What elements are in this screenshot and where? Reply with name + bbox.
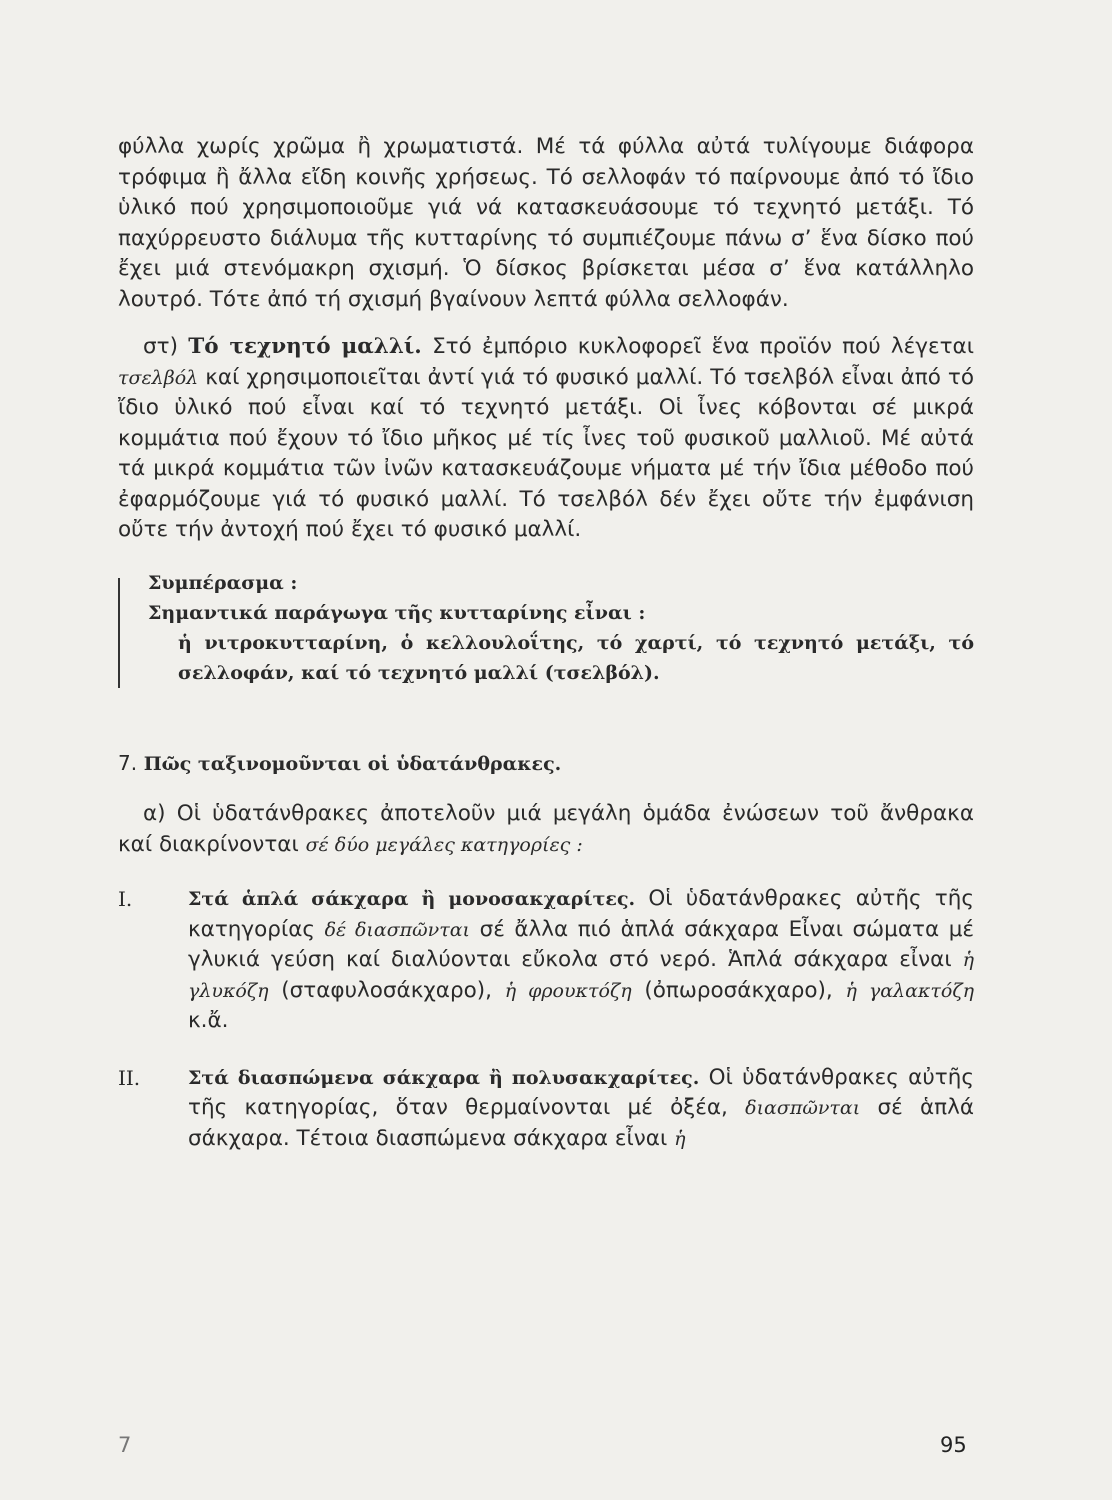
signature-mark: 7 [118,1433,132,1457]
list-item-monosaccharides: I. Στά ἁπλά σάκχαρα ἢ μονοσακχαρίτες. Οἱ ὑδατάνθρακες αὐτῆς τῆς κατηγορίας δέ διασπῶνται σέ ἄλλα πιό ἁπλά σάκχαρα Εἶναι σώματα μέ γλυκιά γεύση καί διαλύονται εὔκολα στό νερό. Ἁπλά σάκχαρα εἶναι ἡ γλυκόζη (σταφυλοσάκχαρο), ἡ φρουκτόζη (ὀπωροσάκχαρο), ἡ γαλακτόζη κ.ἄ. [118,886,975,1033]
paragraph-label: στ) [143,334,178,359]
intro-label: α) [143,801,166,826]
page-number: 95 [940,1433,967,1457]
list-marker: II. [118,1065,141,1090]
summary-title: Συμπέρασμα : [148,571,298,594]
list-item-title: Στά ἁπλά σάκχαρα ἢ μονοσακχαρίτες. [188,888,636,910]
paragraph-title: Τό τεχνητό μαλλί. [188,334,422,359]
list-item-title: Στά διασπώμενα σάκχαρα ἢ πολυσακχαρίτες. [188,1066,700,1089]
paragraph-intro: α) Οἱ ὑδατάνθρακες ἀποτελοῦν μιά μεγάλη ὁμάδα ἐνώσεων τοῦ ἄνθρακα καί διακρίνονται σέ δύο μεγάλες κατηγορίες : [118,801,974,857]
list-item-polysaccharides: II. Στά διασπώμενα σάκχαρα ἢ πολυσακχαρίτες. Οἱ ὑδατάνθρακες αὐτῆς τῆς κατηγορίας, ὅταν θερμαίνονται μέ ὀξέα, διασπῶνται σέ ἁπλά σάκχαρα. Τέτοια διασπώμενα σάκχαρα εἶναι ἡ [118,1064,974,1151]
section-title: Πῶς ταξινομοῦνται οἱ ὑδατάνθρακες. [143,752,562,775]
paragraph-cellophane: φύλλα χωρίς χρῶμα ἢ χρωματιστά. Μέ τά φύλλα αὐτά τυλίγουμε διάφορα τρόφιμα ἢ ἄλλα εἴδη κοινῆς χρήσεως. Τό σελλοφάν τό παίρνουμε ἀπό τό ἴδιο ὑλικό πού χρησιμοποιοῦμε γιά νά κατασκευάσουμε τό τεχνητό μετάξι. Τό παχύρρευστο διάλυμα τῆς κυτταρίνης τό συμπιέζουμε πάνω σ’ ἕνα δίσκο πού ἔχει μιά στενόμακρη σχισμή. Ὁ δίσκος βρίσκεται μέσα σ’ ἕνα κατάλληλο λουτρό. Τότε ἀπό τή σχισμή βγαίνουν λεπτά φύλλα σελλοφάν. [118,134,974,312]
paragraph-artificial-wool: στ) Τό τεχνητό μαλλί. Στό ἐμπόριο κυκλοφορεῖ ἕνα προϊόν πού λέγεται τσελβόλ καί χρησιμοποιεῖται ἀντί γιά τό φυσικό μαλλί. Τό τσελβόλ εἶναι ἀπό τό ἴδιο ὑλικό πού εἶναι καί τό τεχνητό μετάξι. Οἱ ἶνες κόβονται σέ μικρά κομμάτια πού ἔχουν τό ἴδιο μῆκος μέ τίς ἶνες τοῦ φυσικοῦ μαλλιοῦ. Μέ αὐτά τά μικρά κομμάτια τῶν ἰνῶν κατασκευάζουμε νήματα μέ τήν ἴδια μέθοδο πού ἐφαρμόζουμε γιά τό φυσικό μαλλί. Τό τσελβόλ δέν ἔχει οὔτε τήν ἐμφάνιση οὔτε τήν ἀντοχή πού ἔχει τό φυσικό μαλλί. [118,334,975,542]
summary-box [118,568,974,688]
list-marker: I. [118,887,133,911]
page-content [118,132,974,1154]
section-heading [118,748,974,780]
section-number: 7. [118,750,138,775]
summary-bar [118,578,120,688]
term-tselvol: τσελβόλ [118,366,199,389]
summary-heading: Σημαντικά παράγωγα τῆς κυτταρίνης εἶναι : [148,601,646,624]
summary-list: ἡ νιτροκυτταρίνη, ὁ κελλουλοΐτης, τό χαρτί, τό τεχνητό μετάξι, τό σελλοφάν, καί τό τεχνητό μαλλί (τσελβόλ). [178,631,974,684]
intro-emphasis: σέ δύο μεγάλες κατηγορίες : [305,833,583,856]
